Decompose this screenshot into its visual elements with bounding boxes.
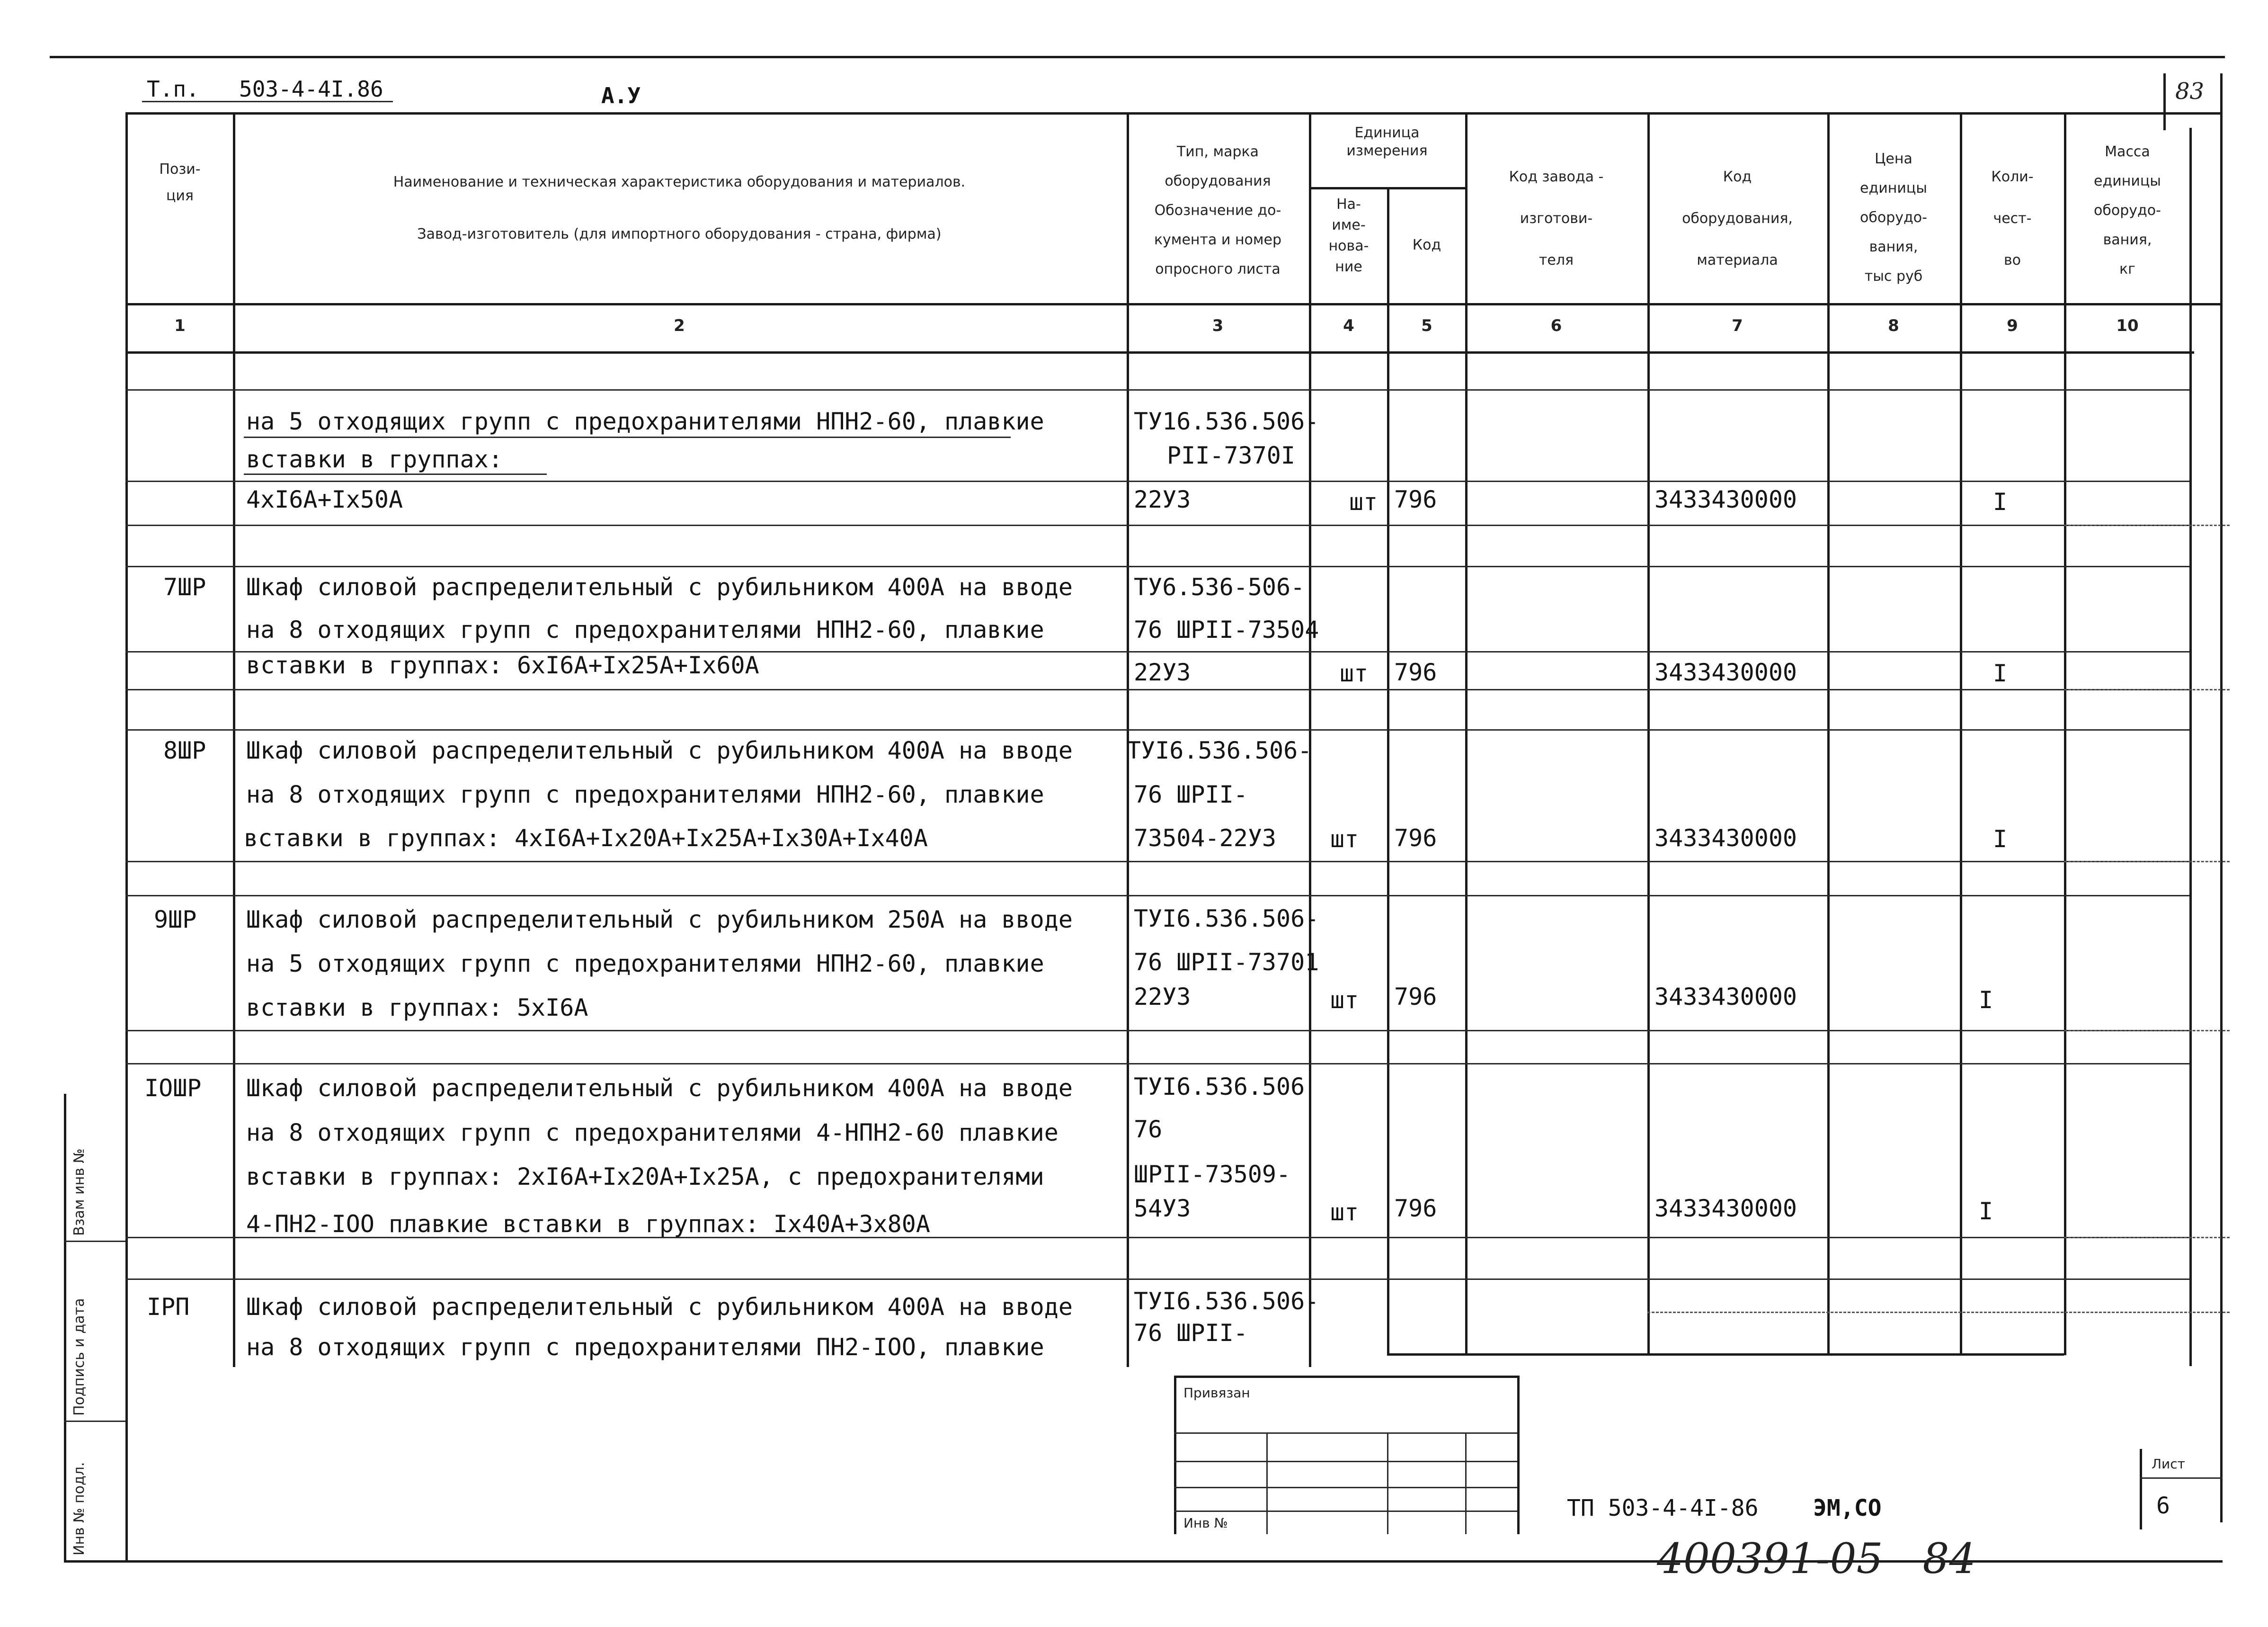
side-label-replaced-inv: Взам инв № xyxy=(71,1148,88,1236)
row-name: 4хI6А+Iх50А xyxy=(246,486,403,513)
col-header-factory-code: Код завода - изготови- теля xyxy=(1509,169,1604,268)
doc-number: 503-4-4I.86 xyxy=(239,76,383,102)
row-equipment-code: 3433430000 xyxy=(1654,1195,1797,1222)
row-name: вставки в группах: 6хI6А+Iх25А+Iх60А xyxy=(246,652,759,679)
row-name: Шкаф силовой распределительный с рубильником 250А на вводе xyxy=(246,906,1073,933)
row-name: вставки в группах: xyxy=(246,446,503,473)
row-type: 22У3 xyxy=(1134,659,1191,686)
page-corner-number: 83 xyxy=(2175,78,2205,105)
col-header-unit-group: Единица измерения xyxy=(1346,125,1428,159)
col-header-quantity: Коли- чест- во xyxy=(1991,169,2034,268)
row-unit: шт xyxy=(1330,825,1359,853)
section-label: А.У xyxy=(601,83,641,108)
col-header-type: Тип, марка оборудования Обозначение до- кумента и номер опросного листа xyxy=(1154,143,1282,277)
col-number-6: 6 xyxy=(1550,316,1562,335)
row-quantity: I xyxy=(1993,825,2008,853)
col-number-2: 2 xyxy=(674,316,685,335)
row-type: 76 xyxy=(1134,1116,1163,1143)
col-header-unit-code: Код xyxy=(1412,237,1441,253)
row-unit: шт xyxy=(1330,1198,1359,1226)
side-label-inv-original: Инв № подл. xyxy=(71,1462,88,1555)
row-quantity: I xyxy=(1993,660,2008,687)
row-unit: шт xyxy=(1330,986,1359,1014)
row-name: на 5 отходящих групп с предохранителями НПН2-60, плавкие xyxy=(246,950,1044,977)
col-number-10: 10 xyxy=(2116,316,2139,335)
col-header-name: Наименование и техническая характеристика оборудования и материалов. Завод-изготовитель (для импортного оборудования - страна, фирма) xyxy=(393,174,966,242)
row-type: ТУ6.536-506- xyxy=(1134,573,1305,601)
row-unit-code: 796 xyxy=(1394,659,1437,686)
row-position: IОШР xyxy=(144,1074,202,1102)
row-type: РII-7370I xyxy=(1167,442,1295,469)
stamp-inv-number: Инв № xyxy=(1183,1515,1228,1531)
row-equipment-code: 3433430000 xyxy=(1654,659,1797,686)
col-header-unit-name: На- име- нова- ние xyxy=(1328,196,1369,275)
col-number-3: 3 xyxy=(1212,316,1224,335)
row-name: вставки в группах: 5хI6А xyxy=(246,994,588,1021)
row-type: ТУI6.536.506 xyxy=(1134,1073,1305,1100)
row-name: на 5 отходящих групп с предохранителями НПН2-60, плавкие xyxy=(246,408,1044,435)
row-name: на 8 отходящих групп с предохранителями НПН2-60, плавкие xyxy=(246,781,1044,808)
col-header-equipment-code: Код оборудования, материала xyxy=(1682,169,1793,268)
row-position: IРП xyxy=(147,1293,190,1321)
row-equipment-code: 3433430000 xyxy=(1654,824,1797,852)
col-number-1: 1 xyxy=(174,316,186,335)
col-header-price: Цена единицы оборудо- вания, тыс руб xyxy=(1860,151,1927,285)
row-name: на 8 отходящих групп с предохранителями 4-НПН2-60 плавкие xyxy=(246,1119,1058,1146)
row-unit: шт xyxy=(1349,488,1378,516)
row-position: 7ШР xyxy=(163,573,206,601)
row-type: 76 ШРII-73701 xyxy=(1134,948,1319,976)
col-header-position: Пози- ция xyxy=(159,161,201,204)
row-unit-code: 796 xyxy=(1394,486,1437,513)
col-header-mass: Масса единицы оборудо- вания, кг xyxy=(2094,143,2161,277)
row-type: ТУI6.536.506- xyxy=(1134,905,1319,932)
row-name: вставки в группах: 4хI6А+Iх20А+Iх25А+Iх30А+Iх40А xyxy=(244,824,928,852)
row-position: 8ШР xyxy=(163,737,206,764)
row-unit-code: 796 xyxy=(1394,824,1437,852)
row-type: ТУI6.536.506- xyxy=(1127,737,1312,764)
col-number-9: 9 xyxy=(2007,316,2018,335)
row-equipment-code: 3433430000 xyxy=(1654,983,1797,1010)
row-name: вставки в группах: 2хI6А+Iх20А+Iх25А, с предохранителями xyxy=(246,1163,1044,1190)
col-number-4: 4 xyxy=(1343,316,1354,335)
row-type: ТУ16.536.506- xyxy=(1134,408,1319,435)
row-name: Шкаф силовой распределительный с рубильником 400А на вводе xyxy=(246,1293,1073,1321)
row-name: Шкаф силовой распределительный с рубильником 400А на вводе xyxy=(246,573,1073,601)
stamp-document-code: ТП 503-4-4I-86 xyxy=(1567,1495,1759,1521)
stamp-document-mark: ЭМ,СО xyxy=(1813,1495,1882,1521)
row-name: на 8 отходящих групп с предохранителями ПН2-IОО, плавкие xyxy=(246,1333,1044,1361)
row-name: Шкаф силовой распределительный с рубильником 400А на вводе xyxy=(246,737,1073,764)
row-quantity: I xyxy=(1993,488,2008,516)
side-label-signature-date: Подпись и дата xyxy=(71,1298,88,1416)
row-unit-code: 796 xyxy=(1394,1195,1437,1222)
col-number-7: 7 xyxy=(1732,316,1743,335)
row-type: 76 ШРII-73504 xyxy=(1134,616,1319,644)
row-position: 9ШР xyxy=(154,906,197,933)
row-type: 73504-22У3 xyxy=(1134,824,1277,852)
col-number-5: 5 xyxy=(1421,316,1432,335)
row-type: ШРII-73509- xyxy=(1134,1161,1291,1188)
row-type: 22У3 xyxy=(1134,486,1191,513)
row-type: 22У3 xyxy=(1134,983,1191,1010)
row-unit-code: 796 xyxy=(1394,983,1437,1010)
row-type: ТУI6.536.506- xyxy=(1134,1287,1319,1315)
row-name: на 8 отходящих групп с предохранителями НПН2-60, плавкие xyxy=(246,616,1044,644)
row-name: 4-ПН2-IОО плавкие вставки в группах: Iх40А+3х80А xyxy=(246,1210,930,1238)
row-quantity: I xyxy=(1979,986,1993,1014)
col-number-8: 8 xyxy=(1888,316,1899,335)
row-type: 76 ШРII- xyxy=(1134,1319,1248,1347)
row-quantity: I xyxy=(1979,1198,1993,1225)
handwritten-archive-number: 400391-05 84 xyxy=(1657,1534,1976,1583)
doc-label: Т.п. xyxy=(147,76,199,102)
row-equipment-code: 3433430000 xyxy=(1654,486,1797,513)
stamp-sheet-label: Лист xyxy=(2152,1456,2185,1472)
row-type: 76 ШРII- xyxy=(1134,781,1248,808)
row-type: 54У3 xyxy=(1134,1195,1191,1222)
row-unit: шт xyxy=(1340,660,1369,687)
stamp-privyazan: Привязан xyxy=(1183,1385,1250,1401)
row-name: Шкаф силовой распределительный с рубильником 400А на вводе xyxy=(246,1074,1073,1102)
stamp-sheet-number: 6 xyxy=(2156,1493,2170,1519)
